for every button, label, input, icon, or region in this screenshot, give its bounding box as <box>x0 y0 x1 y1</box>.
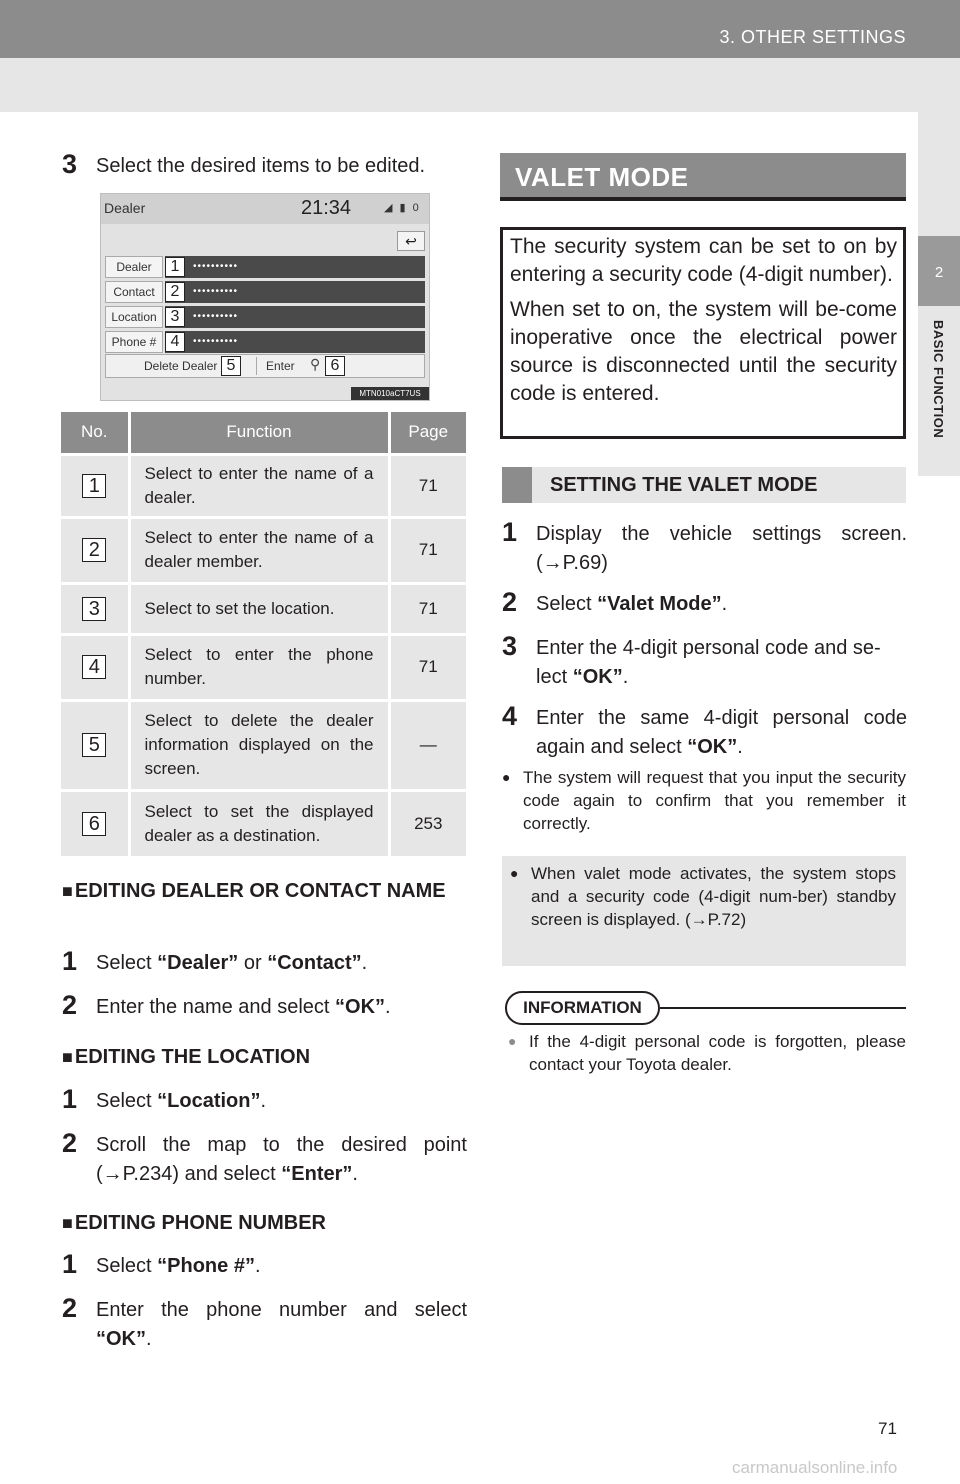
row-number: 4 <box>82 655 106 679</box>
heading-text: EDITING DEALER OR CONTACT NAME <box>74 880 446 902</box>
row-number: 3 <box>82 597 106 621</box>
heading-editing-location <box>62 1043 310 1072</box>
note-valet-activates <box>510 862 896 931</box>
bullet-marker: ● <box>502 769 511 785</box>
row-label: Location <box>105 306 163 328</box>
bullet-text: The system will request that you input the security code again to confirm that you remember it correctly. <box>523 768 906 833</box>
square-marker: ■ <box>62 1047 73 1067</box>
divider <box>256 357 257 375</box>
screen-row-location <box>105 306 425 328</box>
step-display-settings <box>502 517 907 578</box>
valet-mode-description <box>500 227 906 439</box>
table-row <box>61 583 466 634</box>
enter-label: Enter <box>266 359 295 373</box>
step-text: Display the vehicle settings screen. (→P.69) <box>536 523 907 574</box>
row-function: Select to enter the name of a dealer. <box>129 454 389 517</box>
step-number: 1 <box>62 946 78 976</box>
info-forgotten-code <box>508 1030 906 1076</box>
step-select-valet-mode: 2 Select “Valet Mode”. <box>502 587 728 617</box>
square-marker: ■ <box>62 1213 73 1233</box>
row-function: Select to enter the name of a dealer member. <box>129 517 389 583</box>
step-scroll-map: 2 Scroll the map to the desired point (→P.234) and select “Enter”. <box>62 1128 467 1185</box>
step-number: 2 <box>62 990 78 1020</box>
screen-bottom-bar <box>105 354 425 378</box>
screen-row-contact <box>105 281 425 303</box>
section-title: 3. OTHER SETTINGS <box>719 27 906 47</box>
row-page: 253 <box>389 790 466 856</box>
step-number: 2 <box>62 1293 78 1323</box>
row-function: Select to delete the dealer information displayed on the screen. <box>129 700 389 790</box>
step-number: 3 <box>62 149 78 179</box>
information-rule <box>660 1007 906 1009</box>
setting-valet-heading <box>502 467 906 503</box>
col-header-function: Function <box>129 412 389 454</box>
step-select-location: 1 Select “Location”. <box>62 1084 267 1114</box>
valet-mode-heading <box>500 153 906 201</box>
heading-block <box>502 467 532 503</box>
bullet-text: When valet mode activates, the system stops and a security code (4-digit num-ber) standby screen is displayed. (→P.72) <box>531 864 896 929</box>
row-field: •••••••••• <box>165 281 425 303</box>
row-number: 1 <box>82 474 106 498</box>
callout-1: 1 <box>165 257 185 277</box>
heading-text: VALET MODE <box>515 162 689 192</box>
step-enter-code: 3 Enter the 4-digit personal code and se-lect “OK”. <box>502 631 881 688</box>
function-table <box>61 412 466 856</box>
table-header-row <box>61 412 466 454</box>
description-paragraph: When set to on, the system will be-come inoperative once the electrical power source is disconnected until the security code is entered. <box>510 298 897 405</box>
step-number: 2 <box>502 587 518 617</box>
side-tab-spacer <box>918 112 960 236</box>
row-field: •••••••••• <box>165 256 425 278</box>
heading-editing-dealer <box>62 877 467 906</box>
callout-5: 5 <box>221 356 241 376</box>
delete-dealer-label: Delete Dealer <box>144 359 218 373</box>
row-function: Select to set the displayed dealer as a destination. <box>129 790 389 856</box>
row-field: •••••••••• <box>165 331 425 353</box>
step-enter-phone: 2 Enter the phone number and select “OK”. <box>62 1293 467 1350</box>
header-band <box>0 58 960 112</box>
callout-3: 3 <box>165 307 185 327</box>
back-icon: ↩ <box>397 231 425 251</box>
screen-row-dealer <box>105 256 425 278</box>
table-row <box>61 454 466 517</box>
step-text: Select the desired items to be edited. <box>96 155 426 177</box>
heading-text: EDITING THE LOCATION <box>74 1046 311 1068</box>
bullet-marker: ● <box>508 1033 517 1049</box>
row-page: — <box>389 700 466 790</box>
table-row <box>61 700 466 790</box>
row-function: Select to enter the phone number. <box>129 634 389 700</box>
status-icons: ◢ ▮ 0 <box>384 202 421 214</box>
screen-title: Dealer <box>104 200 146 216</box>
step-number: 1 <box>62 1084 78 1114</box>
watermark: carmanualsonline.info <box>732 1458 898 1477</box>
bullet-marker: ● <box>510 865 519 881</box>
screen-clock: 21:34 <box>301 197 352 219</box>
step-enter-name: 2 Enter the name and select “OK”. <box>62 990 391 1020</box>
row-page: 71 <box>389 583 466 634</box>
image-code: MTN010aCT7US <box>351 387 429 400</box>
row-page: 71 <box>389 517 466 583</box>
screen-row-phone <box>105 331 425 353</box>
description-paragraph: The security system can be set to on by entering a security code (4-digit number). <box>510 235 897 286</box>
pin-icon: ⚲ <box>310 356 321 372</box>
note-confirm-code <box>502 766 906 835</box>
information-label: INFORMATION <box>505 991 660 1025</box>
step-number: 4 <box>502 701 518 731</box>
table-row <box>61 634 466 700</box>
bullet-text: If the 4-digit personal code is forgotten, please contact your Toyota dealer. <box>529 1032 906 1074</box>
row-field: •••••••••• <box>165 306 425 328</box>
heading-editing-phone <box>62 1209 326 1238</box>
step-number: 2 <box>62 1128 78 1158</box>
row-number: 6 <box>82 812 106 836</box>
chapter-label: BASIC FUNCTION <box>931 320 946 439</box>
row-number: 5 <box>82 733 106 757</box>
chapter-number: 2 <box>934 264 944 281</box>
dealer-screen-image <box>100 193 430 401</box>
step-select-dealer-contact: 1 Select “Dealer” or “Contact”. <box>62 946 368 976</box>
row-number: 2 <box>82 538 106 562</box>
table-row <box>61 517 466 583</box>
col-header-no: No. <box>61 412 129 454</box>
step-number: 1 <box>62 1249 78 1279</box>
screen-header <box>101 194 429 224</box>
row-label: Phone # <box>105 331 163 353</box>
chapter-label-wrap <box>918 320 960 490</box>
step-select-phone: 1 Select “Phone #”. <box>62 1249 261 1279</box>
header-bar <box>0 0 960 58</box>
row-function: Select to set the location. <box>129 583 389 634</box>
callout-2: 2 <box>165 282 185 302</box>
step-reenter-code: 4 Enter the same 4-digit personal code again and select “OK”. <box>502 701 907 758</box>
callout-4: 4 <box>165 332 185 352</box>
row-label: Dealer <box>105 256 163 278</box>
table-row <box>61 790 466 856</box>
heading-text: EDITING PHONE NUMBER <box>74 1212 326 1234</box>
row-page: 71 <box>389 634 466 700</box>
chapter-tab <box>918 236 960 306</box>
square-marker: ■ <box>62 881 73 901</box>
page-number: 71 <box>878 1419 897 1438</box>
col-header-page: Page <box>389 412 466 454</box>
heading-text: SETTING THE VALET MODE <box>550 474 818 496</box>
step-number: 1 <box>502 517 518 547</box>
row-label: Contact <box>105 281 163 303</box>
callout-6: 6 <box>325 356 345 376</box>
step-number: 3 <box>502 631 518 661</box>
row-page: 71 <box>389 454 466 517</box>
step-3-select-items <box>62 149 467 181</box>
